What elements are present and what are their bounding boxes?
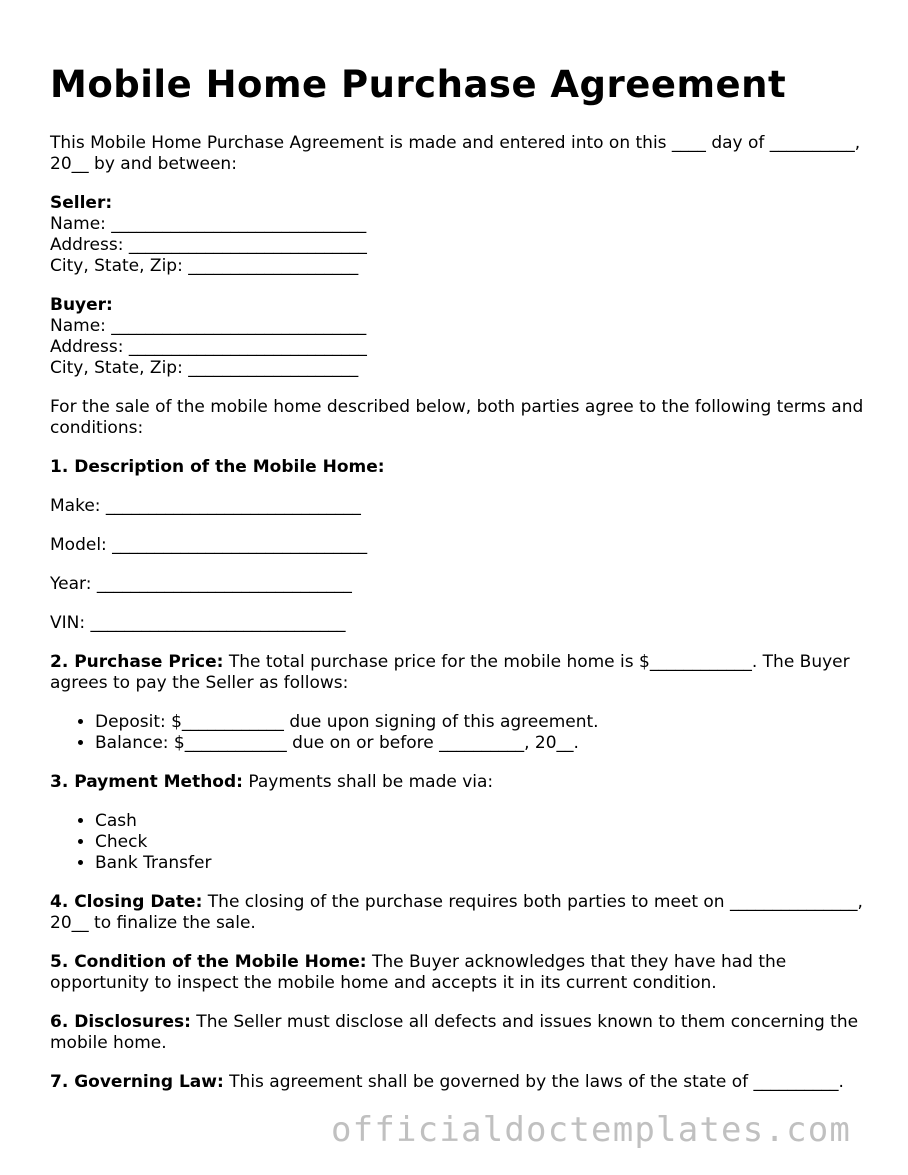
page-title: Mobile Home Purchase Agreement bbox=[50, 63, 787, 106]
list-item: • Balance: $____________ due on or before __________, 20__. bbox=[95, 733, 870, 754]
agreement-document bbox=[50, 62, 870, 1111]
section-2-heading: 2. Purchase Price: bbox=[50, 652, 224, 672]
section-2-text: The total purchase price for the mobile home is $____________. The Buyer agrees to pay the Seller as follows: bbox=[50, 652, 850, 693]
seller-heading: Seller: bbox=[50, 193, 113, 213]
section-3-paragraph bbox=[50, 772, 870, 793]
buyer-heading: Buyer: bbox=[50, 295, 113, 315]
list-item: • Bank Transfer bbox=[95, 853, 870, 874]
seller-city-field: City, State, Zip: ____________________ bbox=[50, 256, 359, 276]
buyer-name-field: Name: ______________________________ bbox=[50, 316, 367, 336]
buyer-block bbox=[50, 295, 870, 379]
make-field: Make: ______________________________ bbox=[50, 496, 361, 516]
buyer-address-field: Address: ____________________________ bbox=[50, 337, 367, 357]
section-4-heading: 4. Closing Date: bbox=[50, 892, 203, 912]
seller-address-field: Address: ____________________________ bbox=[50, 235, 367, 255]
section-3-heading: 3. Payment Method: bbox=[50, 772, 243, 792]
list-item: • Check bbox=[95, 832, 870, 853]
section-7-paragraph bbox=[50, 1072, 870, 1093]
payment-schedule-list bbox=[50, 712, 870, 754]
vin-field: VIN: ______________________________ bbox=[50, 613, 346, 633]
section-6-heading: 6. Disclosures: bbox=[50, 1012, 191, 1032]
buyer-city-field: City, State, Zip: ____________________ bbox=[50, 358, 359, 378]
section-1-heading: 1. Description of the Mobile Home: bbox=[50, 457, 385, 477]
section-7-heading: 7. Governing Law: bbox=[50, 1072, 224, 1092]
section-6-paragraph bbox=[50, 1012, 870, 1054]
section-4-paragraph bbox=[50, 892, 870, 934]
seller-name-field: Name: ______________________________ bbox=[50, 214, 367, 234]
list-item: • Deposit: $____________ due upon signing of this agreement. bbox=[95, 712, 870, 733]
section-4-text: The closing of the purchase requires both parties to meet on _______________, 20__ to finalize the sale. bbox=[50, 892, 863, 933]
section-7-text: This agreement shall be governed by the laws of the state of __________. bbox=[223, 1072, 844, 1092]
seller-block bbox=[50, 193, 870, 277]
section-5-paragraph bbox=[50, 952, 870, 994]
intro-paragraph: This Mobile Home Purchase Agreement is made and entered into on this ____ day of __________, 20__ by and between: bbox=[50, 133, 861, 174]
section-6-text: The Seller must disclose all defects and issues known to them concerning the mobile home. bbox=[50, 1012, 859, 1053]
section-2-paragraph bbox=[50, 652, 870, 694]
year-field: Year: ______________________________ bbox=[50, 574, 352, 594]
preamble-paragraph: For the sale of the mobile home described below, both parties agree to the following terms and conditions: bbox=[50, 397, 864, 438]
model-field: Model: ______________________________ bbox=[50, 535, 368, 555]
section-5-heading: 5. Condition of the Mobile Home: bbox=[50, 952, 367, 972]
section-5-text: The Buyer acknowledges that they have had the opportunity to inspect the mobile home and accepts it in its current condition. bbox=[50, 952, 787, 993]
section-3-text: Payments shall be made via: bbox=[242, 772, 494, 792]
watermark: officialdoctemplates.com bbox=[331, 1110, 852, 1150]
payment-method-list bbox=[50, 811, 870, 874]
list-item: • Cash bbox=[95, 811, 870, 832]
